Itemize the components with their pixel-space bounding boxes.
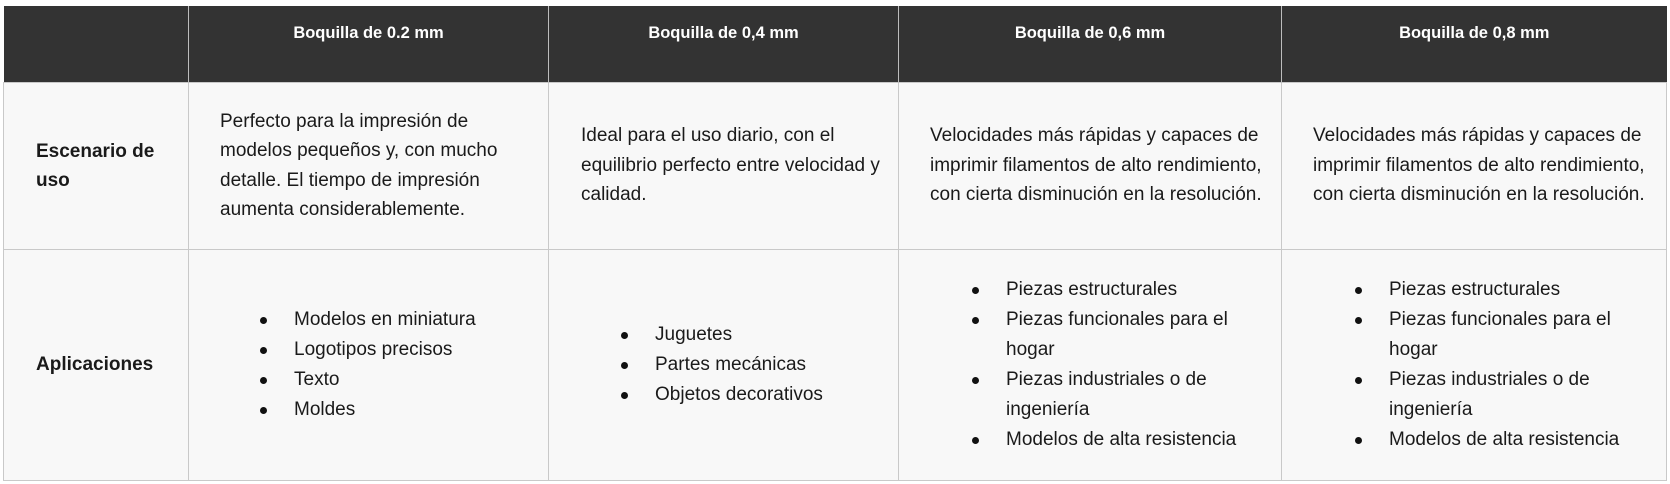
list-item: Partes mecánicas — [617, 350, 888, 380]
list-item: Juguetes — [617, 320, 888, 350]
header-corner-cell — [4, 6, 189, 82]
row-label-usage-scenario: Escenario de uso — [4, 82, 189, 249]
list-item: Logotipos precisos — [256, 335, 538, 365]
applications-list — [256, 305, 538, 425]
list-item: Piezas funcionales para el hogar — [1351, 305, 1656, 365]
table-row-applications — [4, 249, 1667, 480]
usage-cell-0-8mm: Velocidades más rápidas y capaces de imprimir filamentos de alto rendimiento, con cierta disminución en la resolución. — [1282, 82, 1667, 249]
list-item: Texto — [256, 365, 538, 395]
applications-list — [617, 320, 888, 410]
nozzle-comparison-table — [3, 6, 1667, 481]
list-item: Piezas estructurales — [968, 275, 1271, 305]
table-header — [4, 6, 1667, 82]
usage-cell-0-6mm: Velocidades más rápidas y capaces de imprimir filamentos de alto rendimiento, con cierta disminución en la resolución. — [899, 82, 1282, 249]
header-nozzle-0-6mm: Boquilla de 0,6 mm — [899, 6, 1282, 82]
list-item: Piezas funcionales para el hogar — [968, 305, 1271, 365]
list-item: Piezas industriales o de ingeniería — [1351, 365, 1656, 425]
applications-cell-0-2mm — [189, 249, 549, 480]
usage-cell-0-2mm: Perfecto para la impresión de modelos pequeños y, con mucho detalle. El tiempo de impresión aumenta considerablemente. — [189, 82, 549, 249]
header-row — [4, 6, 1667, 82]
list-item: Piezas estructurales — [1351, 275, 1656, 305]
applications-list — [1351, 275, 1656, 455]
list-item: Modelos de alta resistencia — [1351, 425, 1656, 455]
header-nozzle-0-4mm: Boquilla de 0,4 mm — [549, 6, 899, 82]
list-item: Moldes — [256, 395, 538, 425]
row-label-applications: Aplicaciones — [4, 249, 189, 480]
list-item: Objetos decorativos — [617, 380, 888, 410]
header-nozzle-0-2mm: Boquilla de 0.2 mm — [189, 6, 549, 82]
applications-cell-0-6mm — [899, 249, 1282, 480]
applications-cell-0-8mm — [1282, 249, 1667, 480]
list-item: Piezas industriales o de ingeniería — [968, 365, 1271, 425]
table-row-usage-scenario — [4, 82, 1667, 249]
header-nozzle-0-8mm: Boquilla de 0,8 mm — [1282, 6, 1667, 82]
usage-cell-0-4mm: Ideal para el uso diario, con el equilibrio perfecto entre velocidad y calidad. — [549, 82, 899, 249]
applications-list — [968, 275, 1271, 455]
list-item: Modelos en miniatura — [256, 305, 538, 335]
list-item: Modelos de alta resistencia — [968, 425, 1271, 455]
applications-cell-0-4mm — [549, 249, 899, 480]
